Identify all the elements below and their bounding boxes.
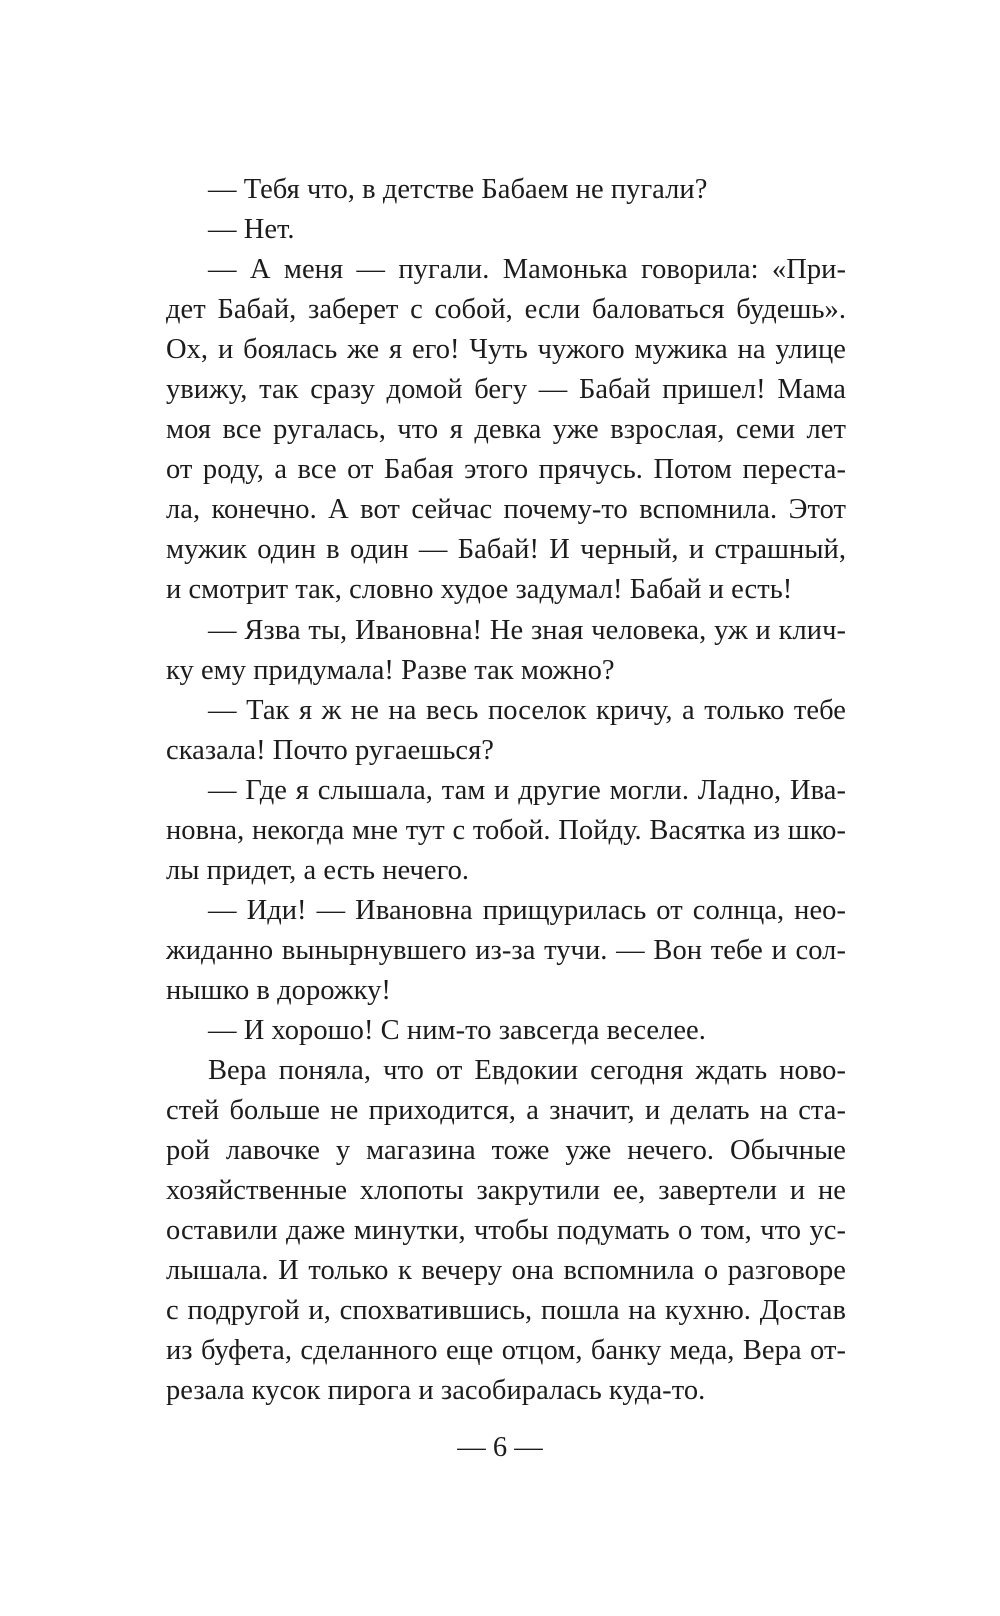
text-line: мужик один в один — Бабай! И черный, и страшный,: [166, 534, 846, 566]
text-line: сказала! Почто ругаешься?: [166, 734, 494, 766]
text-line: стей больше не приходится, а значит, и делать на ста-: [166, 1095, 846, 1127]
text-line: — А меня — пугали. Мамонька говорила: «При-: [208, 254, 846, 286]
text-line: с подругой и, спохватившись, пошла на кухню. Достав: [166, 1295, 846, 1327]
text-line: — Язва ты, Ивановна! Не зная человека, уж и клич-: [208, 614, 846, 646]
text-line: нышко в дорожку!: [166, 974, 391, 1006]
text-line: ку ему придумала! Разве так можно?: [166, 654, 615, 686]
text-line: увижу, так сразу домой бегу — Бабай пришел! Мама: [166, 374, 846, 406]
text-line: — Иди! — Ивановна прищурилась от солнца, нео-: [208, 894, 846, 926]
text-line: лышала. И только к вечеру она вспомнила о разговоре: [166, 1255, 846, 1287]
text-line: ла, конечно. А вот сейчас почему-то вспомнила. Этот: [166, 494, 846, 526]
body-text: [166, 170, 846, 1411]
text-line: рой лавочке у магазина тоже уже нечего. Обычные: [166, 1135, 846, 1167]
text-line: оставили даже минутки, чтобы подумать о том, что ус-: [166, 1215, 846, 1247]
text-line: Ох, и боялась же я его! Чуть чужого мужика на улице: [166, 334, 846, 366]
text-line: — Так я ж не на весь поселок кричу, а только тебе: [208, 694, 846, 726]
text-line: резала кусок пирога и засобиралась куда-то.: [166, 1375, 706, 1407]
text-line: дет Бабай, заберет с собой, если баловаться будешь».: [166, 294, 846, 326]
text-line: и смотрит так, словно худое задумал! Бабай и есть!: [166, 574, 793, 606]
page-number: — 6 —: [457, 1432, 543, 1463]
text-line: от роду, а все от Бабая этого прячусь. Потом переста-: [166, 454, 846, 486]
text-line: хозяйственные хлопоты закрутили ее, завертели и не: [166, 1175, 846, 1207]
text-line: моя все ругалась, что я девка уже взрослая, семи лет: [166, 414, 846, 446]
text-line: — Где я слышала, там и другие могли. Ладно, Ива-: [208, 774, 846, 806]
text-line: — И хорошо! С ним-то завсегда веселее.: [208, 1014, 706, 1046]
text-line: жиданно вынырнувшего из-за тучи. — Вон тебе и сол-: [166, 934, 846, 966]
text-line: из буфета, сделанного еще отцом, банку меда, Вера от-: [166, 1335, 846, 1367]
text-line: Вера поняла, что от Евдокии сегодня ждать ново-: [208, 1055, 846, 1087]
text-line: лы придет, а есть нечего.: [166, 854, 470, 886]
text-line: новна, некогда мне тут с тобой. Пойду. Васятка из шко-: [166, 814, 846, 846]
text-line: — Тебя что, в детстве Бабаем не пугали?: [208, 174, 708, 205]
text-line: — Нет.: [208, 214, 295, 246]
